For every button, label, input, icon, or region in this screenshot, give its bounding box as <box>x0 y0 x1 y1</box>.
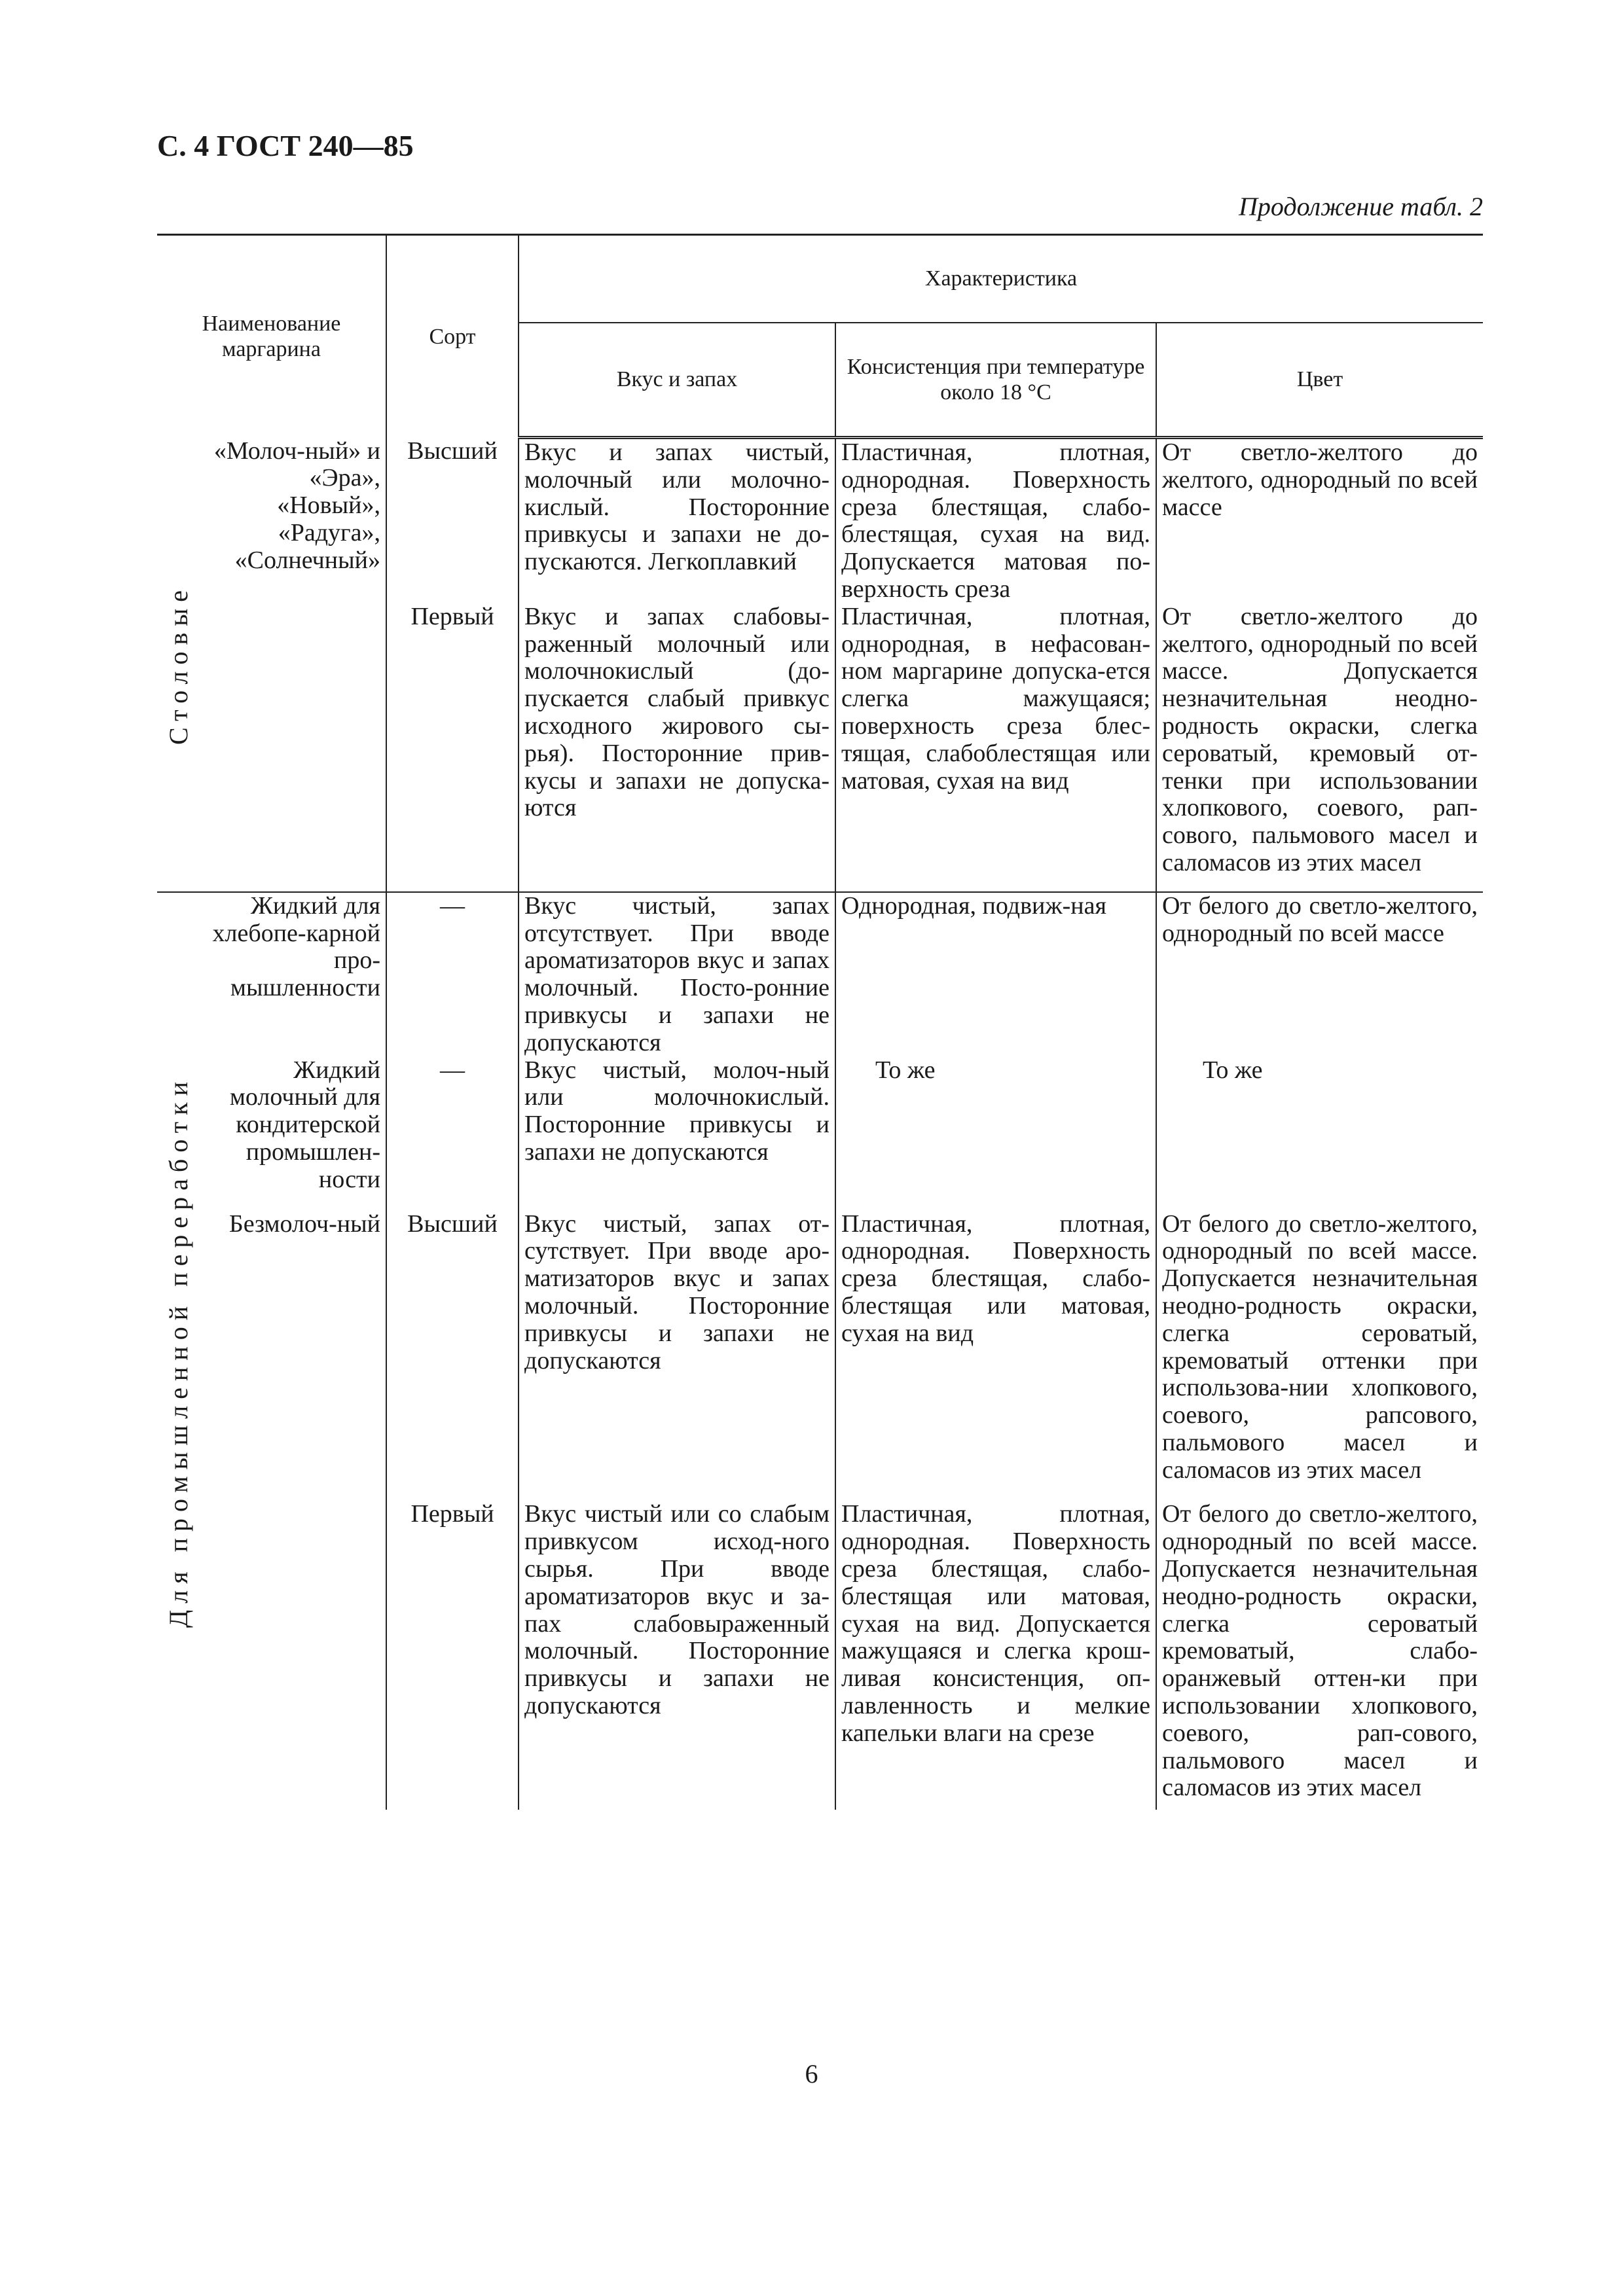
consistency-cell: Пластичная, плотная, однородная, в нефасован-ном маргарине допуска-ется слегка мажущаяся; поверхность среза блес-тящая, слабоблестящая или матовая, сухая на вид <box>835 603 1156 892</box>
group-label-cell <box>157 892 200 1810</box>
page-number: 6 <box>805 2059 818 2089</box>
taste-cell: Вкус чистый или со слабым привкусом исход-ного сырья. При вводе ароматизаторов вкус и за-пах слабовыраженный молочный. Посторонние привкусы и запахи не допускаются <box>519 1501 835 1810</box>
color-cell: То же <box>1203 1056 1263 1084</box>
column-header-grade: Сорт <box>386 235 519 438</box>
column-header-name: Наименование маргарина <box>157 235 386 438</box>
grade-cell: Высший <box>386 1211 519 1501</box>
grade-dash: — <box>440 891 465 920</box>
group-label: Для промышленной переработки <box>163 1075 193 1628</box>
margarine-name: Жидкий для хлебопе-карной про-мышленности <box>200 892 386 1057</box>
color-cell: От белого до светло-желтого, однородный по всей массе <box>1156 892 1483 1057</box>
consistency-cell: Однородная, подвиж-ная <box>835 892 1156 1057</box>
table-row <box>157 892 1483 1057</box>
table-row <box>157 438 1483 603</box>
margarine-name: Жидкий молочный для кондитерской промышлен-ности <box>200 1057 386 1211</box>
color-cell: От белого до светло-желтого, однородный по всей массе. Допускается незначительная неодно-родность окраски, слегка сероватый, кремоватый оттенки при использова-нии хлопкового, соевого, рапсового, пальмового масел и саломасов из этих масел <box>1162 1210 1478 1484</box>
consistency-cell: Пластичная, плотная, однородная. Поверхность среза блестящая, слабо-блестящая или матовая, сухая на вид <box>835 1211 1156 1501</box>
column-header-color: Цвет <box>1156 323 1483 438</box>
column-header-characteristic: Характеристика <box>519 235 1483 323</box>
margarine-name: «Молоч-ный» и «Эра», «Новый», «Радуга», «Солнечный» <box>200 438 386 892</box>
grade-cell <box>386 892 519 1057</box>
group-label-cell <box>157 438 200 892</box>
taste-cell: Вкус и запах слабовы-раженный молочный или молочнокислый (до-пускается слабый привкус исходного жирового сы-рья). Посторонние прив-кусы и запахи не допуска-ются <box>519 603 835 892</box>
grade-dash: — <box>440 1056 465 1084</box>
margarine-name: Безмолоч-ный <box>200 1211 386 1810</box>
consistency-cell: Пластичная, плотная, однородная. Поверхность среза блестящая, слабо-блестящая, сухая на вид. Допускается матовая по-верхность среза <box>835 438 1156 603</box>
color-cell: От светло-желтого до желтого, однородный по всей массе. Допускается незначительная неодно-родность окраски, слегка сероватый, кремовый от-тенки при использовании хлопкового, соевого, рап-сового, пальмового масел и саломасов из этих масел <box>1162 602 1478 876</box>
document-header: С. 4 ГОСТ 240—85 <box>157 129 414 162</box>
table-continuation-label: Продолжение табл. 2 <box>1238 192 1483 221</box>
table-row <box>157 1211 1483 1501</box>
column-header-consistency: Консистенция при температуре около 18 °С <box>835 323 1156 438</box>
consistency-cell: Пластичная, плотная, однородная. Поверхность среза блестящая, слабо-блестящая или матовая, сухая на вид. Допускается мажущаяся и слегка крош-ливая консистенция, оп-лавленность и мелкие капельки влаги на срезе <box>835 1501 1156 1810</box>
taste-cell: Вкус чистый, молоч-ный или молочнокислый. Посторонние привкусы и запахи не допускаются <box>519 1057 835 1211</box>
margarine-spec-table <box>157 234 1483 1810</box>
grade-cell: Высший <box>386 438 519 603</box>
column-header-taste: Вкус и запах <box>519 323 835 438</box>
taste-cell: Вкус чистый, запах от-сутствует. При вводе аро-матизаторов вкус и запах молочный. Посторонние привкусы и запахи не допускаются <box>519 1211 835 1501</box>
grade-cell: Первый <box>386 603 519 892</box>
grade-cell <box>386 1057 519 1211</box>
taste-cell: Вкус и запах чистый, молочный или молочно-кислый. Посторонние привкусы и запахи не до-пускаются. Легкоплавкий <box>519 438 835 603</box>
color-cell: От белого до светло-желтого, однородный по всей массе. Допускается незначительная неодно-родность окраски, слегка сероватый кремоватый, слабо-оранжевый оттен-ки при использовании хлопкового, соевого, рап-сового, пальмового масел и саломасов из этих масел <box>1162 1500 1478 1802</box>
consistency-cell: То же <box>835 1057 1156 1211</box>
group-label: Столовые <box>163 584 193 745</box>
table-row <box>157 1057 1483 1211</box>
taste-cell: Вкус чистый, запах отсутствует. При вводе ароматизаторов вкус и запах молочный. Посто-ронние привкусы и запахи не допускаются <box>519 892 835 1057</box>
color-cell: От светло-желтого до желтого, однородный по всей массе <box>1162 439 1478 521</box>
grade-cell: Первый <box>386 1501 519 1810</box>
